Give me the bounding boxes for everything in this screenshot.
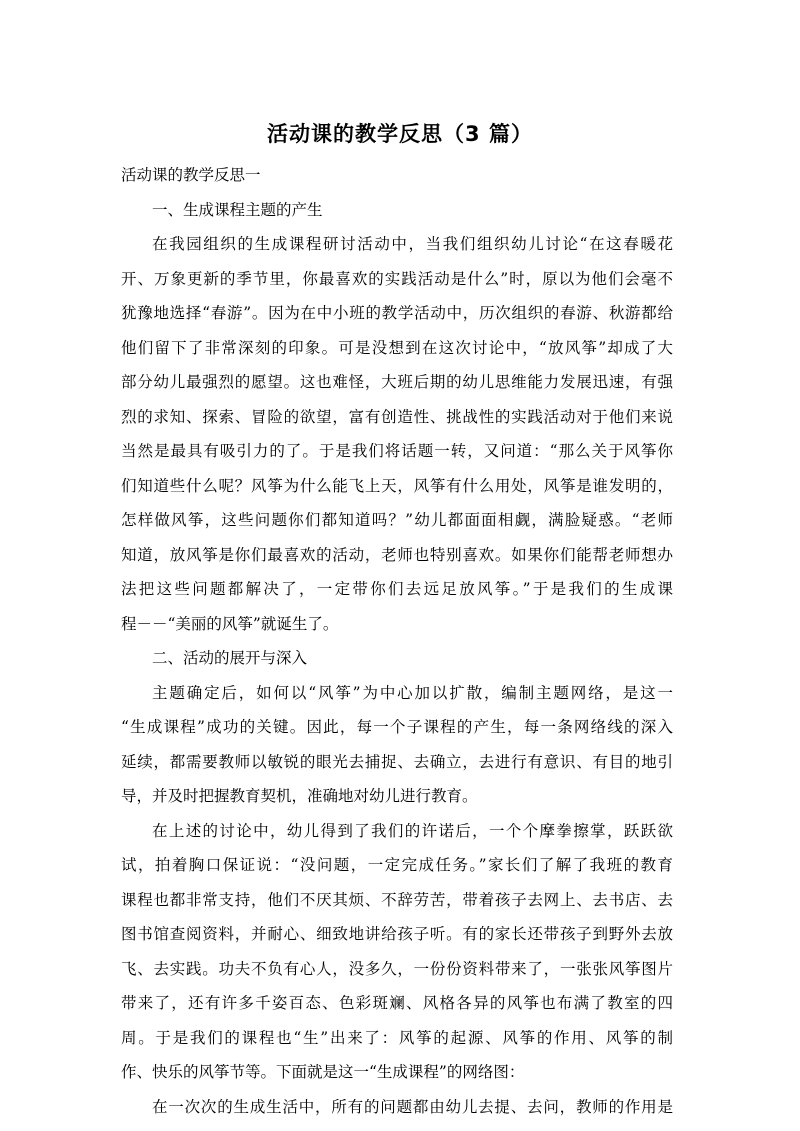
text-line: 一、生成课程主题的产生 (152, 200, 323, 219)
text-line: 程－－“美丽的风筝”就诞生了。 (121, 614, 339, 633)
text-line: 周。于是我们的课程也“生”出来了：风筝的起源、风筝的作用、风筝的制 (121, 1028, 673, 1047)
text-line: 当然是最具有吸引力的了。于是我们将话题一转，又问道：“那么关于风筝你 (121, 442, 673, 460)
text-line: 烈的求知、探索、冒险的欲望，富有创造性、挑战性的实践活动对于他们来说 (121, 407, 673, 426)
text-line: 在上述的讨论中，幼儿得到了我们的许诺后，一个个摩拳擦掌，跃跃欲 (152, 821, 673, 840)
text-line: 活动课的教学反思一 (121, 166, 261, 184)
text-line: 法把这些问题都解决了，一定带你们去远足放风筝。”于是我们的生成课 (121, 580, 673, 598)
text-line: 二、活动的展开与深入 (152, 649, 308, 667)
text-line: 们知道些什么呢？风筝为什么能飞上天，风筝有什么用处，风筝是谁发明的， (121, 476, 673, 495)
text-line: 在我园组织的生成课程研讨活动中，当我们组织幼儿讨论“在这春暖花 (152, 235, 673, 253)
text-line: 怎样做风筝，这些问题你们都知道吗？”幼儿都面面相觑，满脸疑惑。“老师 (121, 511, 673, 529)
text-line: 在一次次的生成生活中，所有的问题都由幼儿去提、去问，教师的作用是 (152, 1097, 673, 1116)
document-body (121, 158, 673, 1124)
text-line: 开、万象更新的季节里，你最喜欢的实践活动是什么”时，原以为他们会毫不 (121, 269, 673, 288)
text-line: 部分幼儿最强烈的愿望。这也难怪，大班后期的幼儿思维能力发展迅速，有强 (121, 373, 673, 391)
text-line: 课程也都非常支持，他们不厌其烦、不辞劳苦，带着孩子去网上、去书店、去 (121, 890, 673, 909)
document-title: 活动课的教学反思（3 篇） (267, 122, 533, 146)
text-line: 飞、去实践。功夫不负有心人，没多久，一份份资料带来了，一张张风筝图片 (121, 959, 673, 978)
text-line: 带来了，还有许多千姿百态、色彩斑斓、风格各异的风筝也布满了教室的四 (121, 994, 673, 1012)
text-line: 试，拍着胸口保证说：“没问题，一定完成任务。”家长们了解了我班的教育 (121, 856, 673, 874)
text-line: “生成课程”成功的关键。因此，每一个子课程的产生，每一条网络线的深入 (121, 718, 673, 736)
text-line: 作、快乐的风筝节等。下面就是这一“生成课程”的网络图： (121, 1063, 525, 1081)
text-line: 他们留下了非常深刻的印象。可是没想到在这次讨论中，“放风筝”却成了大 (121, 338, 673, 357)
text-line: 主题确定后，如何以“风筝”为中心加以扩散，编制主题网络，是这一 (152, 683, 673, 702)
text-line: 犹豫地选择“春游”。因为在中小班的教学活动中，历次组织的春游、秋游都给 (121, 304, 673, 322)
text-line: 图书馆查阅资料，并耐心、细致地讲给孩子听。有的家长还带孩子到野外去放 (121, 925, 673, 943)
text-line: 延续，都需要教师以敏锐的眼光去捕捉、去确立，去进行有意识、有目的地引 (121, 752, 673, 771)
text-line: 导，并及时把握教育契机，准确地对幼儿进行教育。 (121, 787, 478, 805)
text-line: 知道，放风筝是你们最喜欢的活动，老师也特别喜欢。如果你们能帮老师想办 (121, 545, 673, 564)
